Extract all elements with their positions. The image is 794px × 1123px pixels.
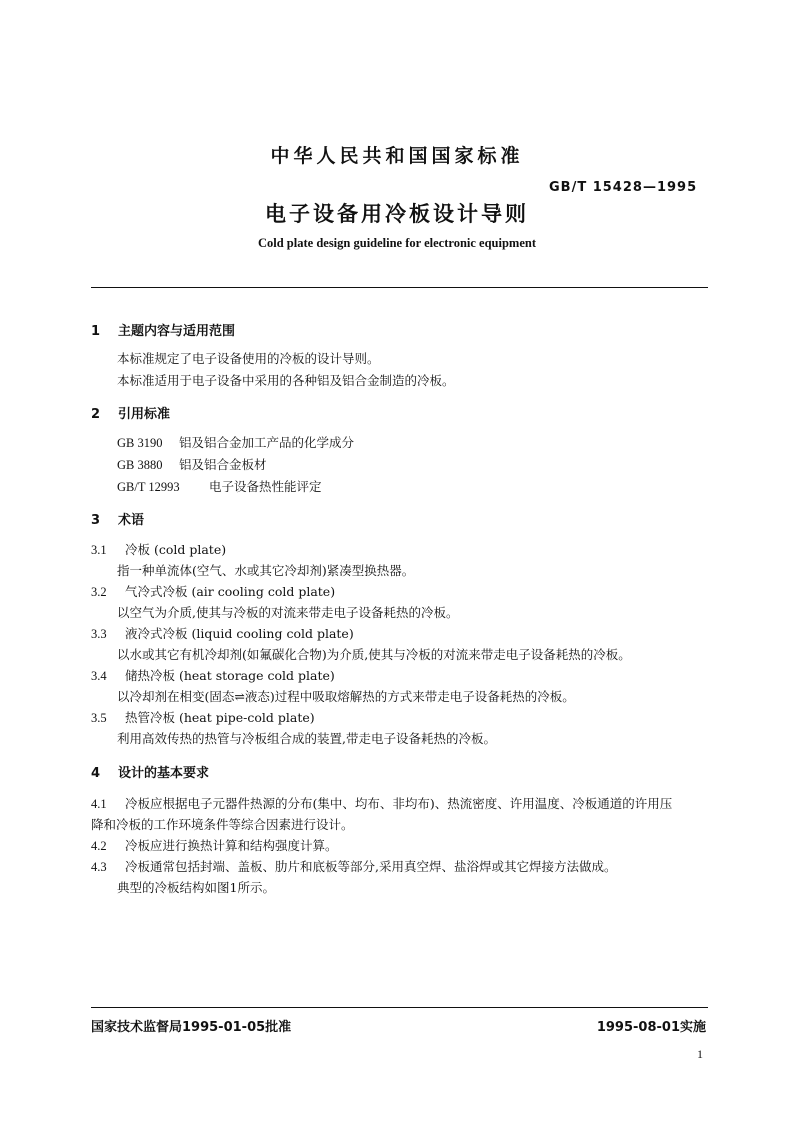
requirement-continuation: 降和冷板的工作环境条件等综合因素进行设计。 bbox=[91, 817, 354, 832]
section-3-heading bbox=[91, 509, 144, 528]
requirement-number: 4.3 bbox=[91, 860, 107, 874]
term-number: 3.3 bbox=[91, 627, 107, 641]
reference-title: 铝及铝合金加工产品的化学成分 bbox=[179, 435, 355, 450]
requirement-text: 冷板应进行换热计算和结构强度计算。 bbox=[125, 838, 338, 853]
term-heading bbox=[91, 624, 354, 642]
reference-code: GB 3190 bbox=[117, 436, 163, 450]
term-heading bbox=[91, 708, 315, 726]
term-name: 储热冷板 (heat storage cold plate) bbox=[125, 668, 335, 683]
term-name: 冷板 (cold plate) bbox=[125, 542, 227, 557]
requirement-text: 冷板通常包括封端、盖板、肋片和底板等部分,采用真空焊、盐浴焊或其它焊接方法做成。 bbox=[125, 859, 617, 874]
term-heading bbox=[91, 582, 335, 600]
term-heading bbox=[91, 666, 335, 684]
section-number: 1 bbox=[91, 324, 101, 339]
paragraph: 本标准适用于电子设备中采用的各种铝及铝合金制造的冷板。 bbox=[117, 373, 455, 388]
implementation-date: 1995-08-01实施 bbox=[596, 1020, 706, 1035]
term-definition: 以水或其它有机冷却剂(如氟碳化合物)为介质,使其与冷板的对流来带走电子设备耗热的冷板。 bbox=[117, 647, 631, 662]
term-number: 3.5 bbox=[91, 711, 107, 725]
reference-item bbox=[117, 455, 267, 473]
standard-type-heading: 中华人民共和国国家标准 bbox=[270, 145, 524, 167]
term-name: 液冷式冷板 (liquid cooling cold plate) bbox=[125, 626, 354, 641]
standard-number: GB/T 15428—1995 bbox=[549, 180, 698, 195]
requirement-continuation: 典型的冷板结构如图1所示。 bbox=[117, 880, 275, 895]
requirement-item bbox=[91, 857, 616, 875]
requirement-item bbox=[91, 836, 338, 854]
term-name: 气冷式冷板 (air cooling cold plate) bbox=[125, 584, 336, 599]
term-definition: 指一种单流体(空气、水或其它冷却剂)紧凑型换热器。 bbox=[117, 563, 415, 578]
document-title-english: Cold plate design guideline for electronic equipment bbox=[257, 236, 536, 250]
term-heading bbox=[91, 540, 226, 558]
requirement-item bbox=[91, 794, 672, 812]
term-number: 3.1 bbox=[91, 543, 107, 557]
term-definition: 以冷却剂在相变(固态⇌液态)过程中吸取熔解热的方式来带走电子设备耗热的冷板。 bbox=[117, 689, 575, 704]
term-number: 3.2 bbox=[91, 585, 107, 599]
term-definition: 利用高效传热的热管与冷板组合成的装置,带走电子设备耗热的冷板。 bbox=[117, 731, 496, 746]
document-title: 电子设备用冷板设计导则 bbox=[265, 202, 529, 226]
approval-line: 国家技术监督局1995-01-05批准 bbox=[91, 1020, 292, 1035]
section-number: 4 bbox=[91, 766, 101, 781]
section-number: 3 bbox=[91, 513, 101, 528]
reference-title: 铝及铝合金板材 bbox=[179, 457, 267, 472]
section-4-heading bbox=[91, 762, 209, 781]
section-1-heading bbox=[91, 320, 235, 339]
term-name: 热管冷板 (heat pipe-cold plate) bbox=[125, 710, 315, 725]
reference-code: GB/T 12993 bbox=[117, 480, 180, 494]
requirement-number: 4.2 bbox=[91, 839, 107, 853]
term-definition: 以空气为介质,使其与冷板的对流来带走电子设备耗热的冷板。 bbox=[117, 605, 459, 620]
paragraph: 本标准规定了电子设备使用的冷板的设计导则。 bbox=[117, 351, 380, 366]
requirement-number: 4.1 bbox=[91, 797, 107, 811]
top-divider bbox=[91, 287, 708, 288]
section-title: 引用标准 bbox=[118, 407, 171, 422]
section-title: 术语 bbox=[118, 513, 145, 528]
term-number: 3.4 bbox=[91, 669, 107, 683]
section-number: 2 bbox=[91, 407, 101, 422]
reference-code: GB 3880 bbox=[117, 458, 163, 472]
reference-title: 电子设备热性能评定 bbox=[209, 479, 322, 494]
reference-item bbox=[117, 477, 322, 495]
section-2-heading bbox=[91, 403, 170, 422]
section-title: 主题内容与适用范围 bbox=[118, 324, 236, 339]
footer-divider bbox=[91, 1007, 708, 1008]
requirement-text: 冷板应根据电子元器件热源的分布(集中、均布、非均布)、热流密度、许用温度、冷板通道的许用压 bbox=[125, 796, 673, 811]
section-title: 设计的基本要求 bbox=[118, 766, 210, 781]
page-number: 1 bbox=[697, 1047, 703, 1061]
reference-item bbox=[117, 433, 354, 451]
